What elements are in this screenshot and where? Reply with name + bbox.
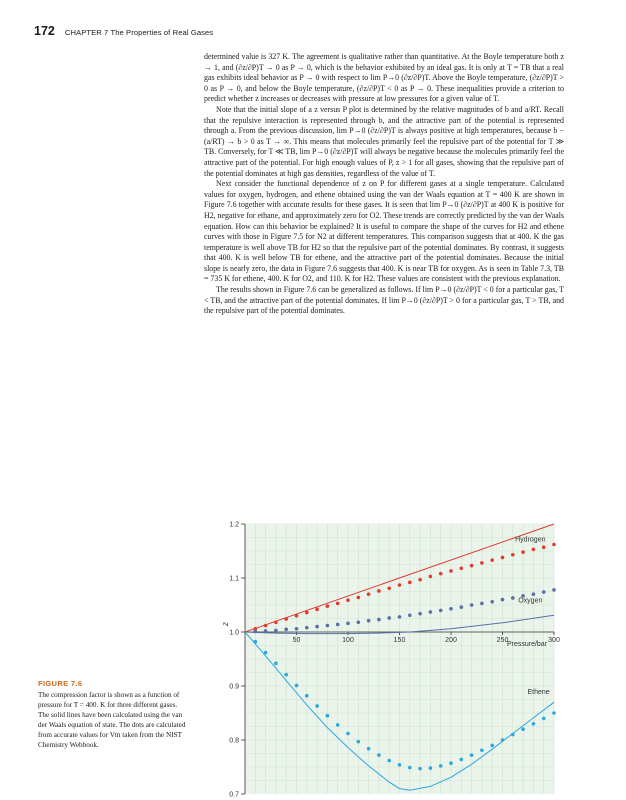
oxygen-data-point xyxy=(542,590,546,594)
ethene-data-point xyxy=(418,767,422,771)
oxygen-data-point xyxy=(284,628,288,632)
paragraph-2: Note that the initial slope of a z versus P plot is determined by the relative magnitudes of b and a/RT. Recall that the repulsive interaction is represented through b, and the attractive part of the potential is represented through a. From the previous discussion, lim P→0 (∂z/∂P)T is always positive at high temperatures, because b − (a/RT) → b > 0 as T → ∞. This means that molecules primarily feel the repulsive part of the potential for T ≫ TB. Conversely, for T ≪ TB, lim P→0 (∂z/∂P)T will always be negative because the molecules primarily feel the attractive part of the potential. For high enough values of P, z > 1 for all gases, showing that the repulsive part of the potential dominates at high gas densities, regardless of the value of T. xyxy=(204,104,564,178)
hydrogen-data-point xyxy=(521,550,525,554)
ethene-data-point xyxy=(552,711,556,715)
ethene-data-point xyxy=(336,723,340,727)
oxygen-data-point xyxy=(470,603,474,607)
ethene-data-point xyxy=(367,747,371,751)
oxygen-data-point xyxy=(264,629,268,633)
oxygen-data-point xyxy=(429,610,433,614)
ethene-data-point xyxy=(439,764,443,768)
paragraph-3: Next consider the functional dependence of z on P for different gases at a single temperature. Calculated values for oxygen, hydrogen, and ethene obtained using the van der Waals equation at T = 400 K are shown in Figure 7.6 together with accurate results for these gases. It is seen that lim P→0 (∂z/∂P)T at 400 K is positive for H2, negative for ethane, and approximately zero for O2. These trends are correctly predicted by the van der Waals equation. How can this behavior be explained? It is useful to compare the shape of the curves for H2 and ethene curves with those in Figure 7.5 for N2 at different temperatures. This comparison suggests that at 400. K the gas temperature is well above TB for H2 so that the repulsive part of the potential dominates. By contrast, it suggests that 400. K is well below TB for ethene, and the attractive part of the potential dominates. Because the initial slope is nearly zero, the data in Figure 7.6 suggests that 400. K is near TB for oxygen. As is seen in Table 7.3, TB = 735 K for ethene, 400. K for O2, and 110. K for H2. These values are consistent with the previous explanation. xyxy=(204,179,564,284)
y-tick-label: 0.9 xyxy=(229,683,239,691)
hydrogen-data-point xyxy=(449,569,453,573)
hydrogen-data-point xyxy=(480,561,484,565)
hydrogen-data-point xyxy=(439,572,443,576)
ethene-data-point xyxy=(326,714,330,718)
ethene-data-point xyxy=(408,766,412,770)
hydrogen-data-point xyxy=(367,592,371,596)
x-axis-label: Pressure/bar xyxy=(506,641,548,648)
ethene-data-point xyxy=(315,704,319,708)
oxygen-data-point xyxy=(274,629,278,633)
x-tick-label: 300 xyxy=(548,637,560,644)
ethene-data-point xyxy=(398,763,402,767)
oxygen-data-point xyxy=(367,619,371,623)
oxygen-data-point xyxy=(439,609,443,613)
y-tick-label: 1.2 xyxy=(229,521,239,529)
hydrogen-data-point xyxy=(429,575,433,579)
oxygen-data-point xyxy=(326,624,330,628)
x-tick-label: 150 xyxy=(393,637,406,644)
hydrogen-data-point xyxy=(336,602,340,606)
hydrogen-data-point xyxy=(295,614,299,618)
ethene-data-point xyxy=(387,759,391,763)
hydrogen-data-point xyxy=(552,543,556,547)
y-axis-label: z xyxy=(221,622,230,626)
oxygen-data-point xyxy=(254,630,258,634)
oxygen-data-point xyxy=(460,605,464,609)
ethene-data-point xyxy=(449,761,453,765)
y-tick-label: 0.8 xyxy=(229,737,239,745)
oxygen-data-point xyxy=(398,615,402,619)
running-head: CHAPTER 7 The Properties of Real Gases xyxy=(64,28,214,37)
hydrogen-data-point xyxy=(357,596,361,600)
oxygen-data-point xyxy=(357,620,361,624)
hydrogen-data-point xyxy=(490,558,494,562)
oxygen-data-point xyxy=(336,623,340,627)
hydrogen-data-point xyxy=(470,564,474,568)
oxygen-data-point xyxy=(305,626,309,630)
oxygen-data-point xyxy=(295,627,299,631)
hydrogen-data-point xyxy=(460,566,464,570)
hydrogen-data-point xyxy=(274,620,278,624)
x-tick-label: 100 xyxy=(342,637,354,644)
ethene-data-point xyxy=(511,733,515,737)
hydrogen-data-point xyxy=(346,598,350,602)
hydrogen-data-point xyxy=(387,586,391,590)
ethene-data-point xyxy=(254,640,258,644)
y-tick-label: 0.7 xyxy=(229,791,239,799)
oxygen-data-point xyxy=(511,596,515,600)
ethene-data-point xyxy=(377,753,381,757)
hydrogen-data-point xyxy=(501,556,505,560)
oxygen-data-point xyxy=(480,602,484,606)
hydrogen-data-point xyxy=(398,583,402,587)
oxygen-data-point xyxy=(532,592,536,596)
oxygen-data-point xyxy=(449,607,453,611)
oxygen-data-point xyxy=(501,598,505,602)
ethene-data-point xyxy=(295,684,299,688)
oxygen-data-point xyxy=(490,600,494,604)
ethene-data-point xyxy=(284,673,288,677)
hydrogen-series-label: Hydrogen xyxy=(515,536,546,544)
ethene-data-point xyxy=(460,758,464,762)
figure-caption: The compression factor is shown as a function of pressure for T = 400. K for three different gases. The solid lines have been calculated using the van der Waals equation of state. The dots are calculated from accurate values for Vm taken from the NIST Chemistry Webbook. xyxy=(38,691,186,749)
hydrogen-data-point xyxy=(284,617,288,621)
ethene-data-point xyxy=(490,744,494,748)
ethene-data-point xyxy=(521,727,525,731)
ethene-data-point xyxy=(357,740,361,744)
x-tick-label: 50 xyxy=(292,637,301,644)
hydrogen-data-point xyxy=(264,624,268,628)
hydrogen-data-point xyxy=(542,545,546,549)
compression-factor-chart xyxy=(0,514,626,800)
ethene-data-point xyxy=(501,738,505,742)
figure-label: FIGURE 7.6 xyxy=(38,679,83,688)
hydrogen-data-point xyxy=(418,578,422,582)
oxygen-data-point xyxy=(377,618,381,622)
ethene-data-point xyxy=(264,651,268,655)
y-tick-label: 1.0 xyxy=(229,629,239,637)
ethene-data-point xyxy=(346,732,350,736)
ethene-data-point xyxy=(542,717,546,721)
ethene-data-point xyxy=(274,662,278,666)
ethene-data-point xyxy=(480,748,484,752)
page-number: 172 xyxy=(34,24,55,38)
ethene-data-point xyxy=(305,694,309,698)
oxygen-data-point xyxy=(346,622,350,626)
oxygen-data-point xyxy=(387,616,391,620)
hydrogen-data-point xyxy=(408,581,412,585)
paragraph-4: The results shown in Figure 7.6 can be generalized as follows. If lim P→0 (∂z/∂P)T < 0 for a particular gas, T < TB, and the attractive part of the potential dominates. If lim P→0 (∂z/∂P)T > 0 for a particular gas, T > TB, and the repulsive part of the potential dominates. xyxy=(204,285,564,316)
oxygen-series-label: Oxygen xyxy=(518,597,543,605)
body-text xyxy=(204,52,564,317)
ethene-data-point xyxy=(470,753,474,757)
ethene-data-point xyxy=(532,722,536,726)
page-header xyxy=(34,24,213,40)
ethene-series-label: Ethene xyxy=(527,689,550,697)
y-tick-label: 1.1 xyxy=(229,575,239,583)
hydrogen-data-point xyxy=(305,611,309,615)
hydrogen-data-point xyxy=(326,604,330,608)
oxygen-data-point xyxy=(408,613,412,617)
oxygen-data-point xyxy=(315,625,319,629)
hydrogen-data-point xyxy=(532,548,536,552)
x-tick-label: 250 xyxy=(496,637,509,644)
hydrogen-data-point xyxy=(511,553,515,557)
x-tick-label: 200 xyxy=(445,637,457,644)
hydrogen-data-point xyxy=(315,608,319,612)
oxygen-data-point xyxy=(552,588,556,592)
oxygen-data-point xyxy=(418,612,422,616)
paragraph-1: determined value is 327 K. The agreement is qualitative rather than quantitative. At the Boyle temperature both z → 1, and (∂z/∂P)T → 0 as P → 0, which is the behavior exhibited by an ideal gas. It is only at T = TB that a real gas exhibits ideal behavior as P → 0 with respect to lim P→0 (∂z/∂P)T. Above the Boyle temperature, (∂z/∂P)T > 0 as P → 0, and below the Boyle temperature, (∂z/∂P)T < 0 as P → 0. These inequalities provide a criterion to predict whether z increases or decreases with pressure at low pressures for a given value of T. xyxy=(204,52,564,104)
ethene-data-point xyxy=(429,766,433,770)
hydrogen-data-point xyxy=(377,589,381,593)
